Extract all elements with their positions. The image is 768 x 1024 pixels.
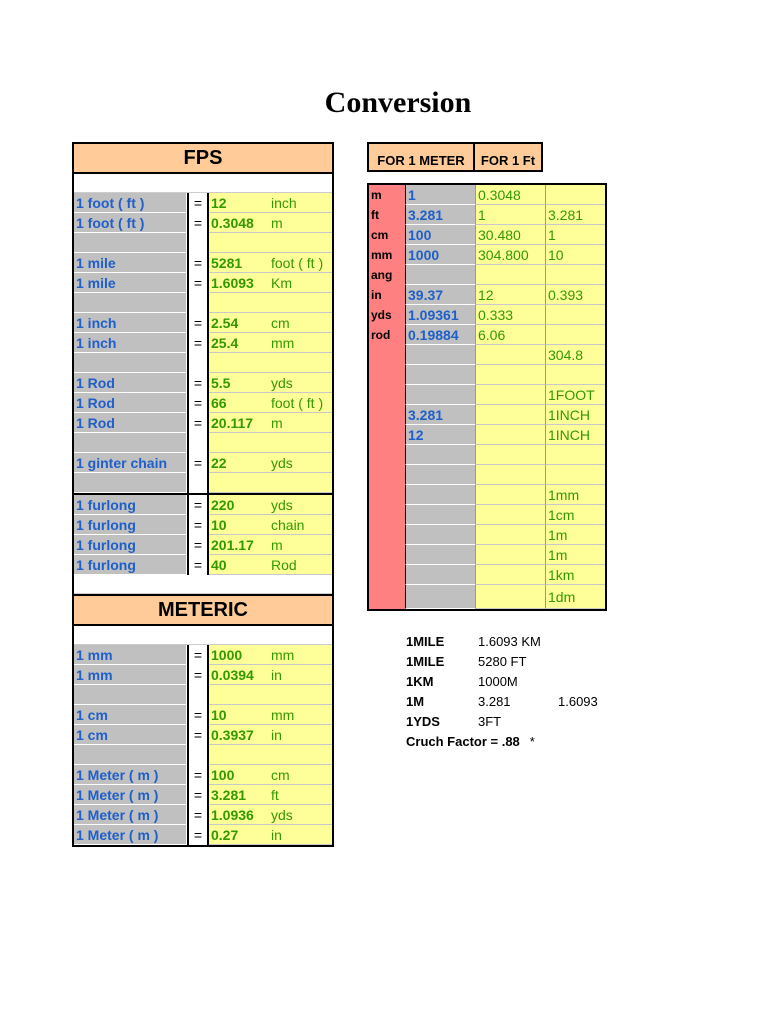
table-row <box>369 245 605 265</box>
row-label: 1 inch <box>74 333 187 353</box>
metric-spacer-row <box>74 626 332 645</box>
meter-value <box>405 545 475 565</box>
table-row <box>74 233 332 253</box>
extra-value <box>545 465 605 485</box>
row-unit: Km <box>269 273 332 293</box>
table-row <box>369 465 605 485</box>
unit-code <box>369 445 405 465</box>
extra-value: 1dm <box>545 585 605 609</box>
row-label: 1 Meter ( m ) <box>74 825 187 845</box>
table-row <box>74 393 332 413</box>
table-row <box>369 545 605 565</box>
meter-value: 0.19884 <box>405 325 475 345</box>
meter-value: 39.37 <box>405 285 475 305</box>
row-label <box>74 473 187 493</box>
table-row <box>74 413 332 433</box>
row-value: 1.0936 <box>209 805 269 825</box>
extra-value <box>545 305 605 325</box>
unit-code: m <box>369 185 405 205</box>
row-label: 1 inch <box>74 313 187 333</box>
fps-spacer-row <box>74 174 332 193</box>
note-row <box>406 652 638 672</box>
row-label: 1 Meter ( m ) <box>74 785 187 805</box>
row-value: 10 <box>209 515 269 535</box>
row-unit: in <box>269 665 332 685</box>
foot-value <box>475 585 545 609</box>
table-row <box>74 535 332 555</box>
extra-value <box>545 265 605 285</box>
unit-code <box>369 525 405 545</box>
foot-value <box>475 525 545 545</box>
equals-sign: = <box>187 453 209 473</box>
row-unit: yds <box>269 495 332 515</box>
meter-value <box>405 485 475 505</box>
table-row <box>74 685 332 705</box>
row-unit: cm <box>269 313 332 333</box>
foot-value <box>475 565 545 585</box>
row-unit: yds <box>269 453 332 473</box>
equals-sign: = <box>187 273 209 293</box>
unit-code <box>369 565 405 585</box>
row-unit: m <box>269 413 332 433</box>
row-label: 1 mm <box>74 665 187 685</box>
note-unit: 1KM <box>406 674 434 689</box>
row-value: 220 <box>209 495 269 515</box>
row-label <box>74 353 187 373</box>
foot-value <box>475 545 545 565</box>
unit-code: yds <box>369 305 405 325</box>
equals-sign: = <box>187 825 209 845</box>
note-unit: 1MILE <box>406 654 445 669</box>
note-equivalent: 1.6093 KM <box>478 634 541 649</box>
meter-value: 1 <box>405 185 475 205</box>
foot-value <box>475 405 545 425</box>
note-row <box>406 632 638 652</box>
foot-value: 0.333 <box>475 305 545 325</box>
row-unit <box>269 233 332 253</box>
extra-value: 1 <box>545 225 605 245</box>
row-value: 12 <box>209 193 269 213</box>
table-row <box>74 493 332 515</box>
table-row <box>369 185 605 205</box>
equals-sign <box>187 433 209 453</box>
extra-value <box>545 185 605 205</box>
row-unit: mm <box>269 645 332 665</box>
row-unit: ft <box>269 785 332 805</box>
row-value: 66 <box>209 393 269 413</box>
equals-sign <box>187 473 209 493</box>
note-extra <box>558 672 638 692</box>
table-row <box>369 365 605 385</box>
foot-value <box>475 385 545 405</box>
row-unit: in <box>269 725 332 745</box>
foot-value <box>475 265 545 285</box>
table-row <box>74 785 332 805</box>
table-row <box>369 225 605 245</box>
meter-value <box>405 565 475 585</box>
equals-sign: = <box>187 213 209 233</box>
unit-code <box>369 385 405 405</box>
unit-code: mm <box>369 245 405 265</box>
equals-sign <box>187 353 209 373</box>
meter-value: 3.281 <box>405 405 475 425</box>
row-label: 1 cm <box>74 705 187 725</box>
table-row <box>74 645 332 665</box>
row-unit: yds <box>269 373 332 393</box>
row-label <box>74 233 187 253</box>
extra-value: 3.281 <box>545 205 605 225</box>
row-unit <box>269 433 332 453</box>
meter-value <box>405 265 475 285</box>
note-equivalent: 1000M <box>478 674 518 689</box>
meter-value: 3.281 <box>405 205 475 225</box>
table-row <box>74 805 332 825</box>
row-unit: mm <box>269 333 332 353</box>
table-row <box>74 353 332 373</box>
equals-sign <box>187 685 209 705</box>
table-row <box>74 765 332 785</box>
unit-code <box>369 365 405 385</box>
table-row <box>369 405 605 425</box>
notes-block <box>406 632 638 752</box>
row-value: 20.117 <box>209 413 269 433</box>
row-unit <box>269 353 332 373</box>
equals-sign: = <box>187 333 209 353</box>
header-for-1-ft: FOR 1 Ft <box>473 142 543 172</box>
row-unit: inch <box>269 193 332 213</box>
table-row <box>369 345 605 365</box>
metric-heading: METERIC <box>74 594 332 626</box>
extra-value: 304.8 <box>545 345 605 365</box>
foot-value <box>475 425 545 445</box>
extra-value: 1mm <box>545 485 605 505</box>
row-unit: foot ( ft ) <box>269 253 332 273</box>
equals-sign: = <box>187 515 209 535</box>
foot-value: 30.480 <box>475 225 545 245</box>
crush-factor-star: * <box>529 734 535 749</box>
row-value: 0.3048 <box>209 213 269 233</box>
row-label: 1 Meter ( m ) <box>74 805 187 825</box>
unit-code: ang <box>369 265 405 285</box>
table-row <box>369 425 605 445</box>
meter-value <box>405 465 475 485</box>
note-extra <box>558 632 638 652</box>
row-label <box>74 685 187 705</box>
row-label: 1 Rod <box>74 413 187 433</box>
row-label: 1 Rod <box>74 393 187 413</box>
note-row <box>406 692 638 712</box>
foot-value <box>475 445 545 465</box>
note-equivalent: 3FT <box>478 714 502 729</box>
crush-factor-text: Cruch Factor = .88 <box>406 734 520 749</box>
extra-value: 0.393 <box>545 285 605 305</box>
note-unit: 1M <box>406 694 425 709</box>
right-rows <box>369 185 605 609</box>
foot-value <box>475 465 545 485</box>
note-rows <box>406 632 638 732</box>
row-value <box>209 233 269 253</box>
table-row <box>74 725 332 745</box>
row-value <box>209 353 269 373</box>
foot-value <box>475 505 545 525</box>
conversion-table-right <box>367 183 607 611</box>
fps-rows <box>74 193 332 575</box>
note-extra: 1.6093 <box>558 694 598 709</box>
table-row <box>74 333 332 353</box>
table-row <box>369 385 605 405</box>
table-row <box>74 373 332 393</box>
table-row <box>74 825 332 845</box>
meter-value <box>405 345 475 365</box>
unit-code <box>369 585 405 609</box>
row-unit: cm <box>269 765 332 785</box>
meter-value <box>405 585 475 609</box>
table-row <box>74 193 332 213</box>
table-row <box>74 253 332 273</box>
row-label: 1 cm <box>74 725 187 745</box>
note-unit: 1YDS <box>406 714 440 729</box>
row-label: 1 ginter chain <box>74 453 187 473</box>
table-row <box>74 473 332 493</box>
row-label: 1 Rod <box>74 373 187 393</box>
row-unit: yds <box>269 805 332 825</box>
row-value: 22 <box>209 453 269 473</box>
unit-code: cm <box>369 225 405 245</box>
row-value: 100 <box>209 765 269 785</box>
row-value: 40 <box>209 555 269 575</box>
row-label: 1 furlong <box>74 555 187 575</box>
equals-sign: = <box>187 765 209 785</box>
extra-value <box>545 365 605 385</box>
row-unit: m <box>269 213 332 233</box>
row-label: 1 mile <box>74 253 187 273</box>
table-row <box>369 485 605 505</box>
meter-value: 100 <box>405 225 475 245</box>
note-extra <box>558 712 638 732</box>
equals-sign: = <box>187 413 209 433</box>
row-unit: in <box>269 825 332 845</box>
table-row <box>369 265 605 285</box>
row-label: 1 foot ( ft ) <box>74 193 187 213</box>
row-unit <box>269 685 332 705</box>
table-row <box>369 325 605 345</box>
row-unit <box>269 745 332 765</box>
row-unit <box>269 473 332 493</box>
row-value: 201.17 <box>209 535 269 555</box>
row-value: 0.27 <box>209 825 269 845</box>
row-value: 5281 <box>209 253 269 273</box>
row-label: 1 furlong <box>74 515 187 535</box>
equals-sign: = <box>187 535 209 555</box>
table-row <box>74 453 332 473</box>
meter-value <box>405 445 475 465</box>
row-label <box>74 293 187 313</box>
extra-value: 1FOOT <box>545 385 605 405</box>
equals-sign: = <box>187 253 209 273</box>
table-row <box>74 745 332 765</box>
extra-value: 1m <box>545 525 605 545</box>
meter-value <box>405 385 475 405</box>
extra-value <box>545 325 605 345</box>
table-row <box>74 293 332 313</box>
foot-value <box>475 345 545 365</box>
table-row <box>369 505 605 525</box>
row-value <box>209 433 269 453</box>
unit-code: in <box>369 285 405 305</box>
row-value <box>209 293 269 313</box>
row-unit: chain <box>269 515 332 535</box>
equals-sign <box>187 233 209 253</box>
table-row <box>369 525 605 545</box>
table-row <box>74 555 332 575</box>
note-equivalent: 3.281 <box>478 694 511 709</box>
table-row <box>74 705 332 725</box>
unit-code <box>369 345 405 365</box>
row-value <box>209 473 269 493</box>
table-row <box>369 305 605 325</box>
foot-value: 304.800 <box>475 245 545 265</box>
header-for-1-meter: FOR 1 METER <box>367 142 475 172</box>
table-row <box>369 205 605 225</box>
foot-value: 1 <box>475 205 545 225</box>
meter-value: 12 <box>405 425 475 445</box>
equals-sign: = <box>187 373 209 393</box>
unit-code: rod <box>369 325 405 345</box>
meter-value: 1000 <box>405 245 475 265</box>
row-label: 1 foot ( ft ) <box>74 213 187 233</box>
equals-sign: = <box>187 193 209 213</box>
foot-value: 12 <box>475 285 545 305</box>
extra-value: 1m <box>545 545 605 565</box>
row-value: 25.4 <box>209 333 269 353</box>
table-row <box>369 285 605 305</box>
row-label: 1 Meter ( m ) <box>74 765 187 785</box>
row-value: 2.54 <box>209 313 269 333</box>
table-row <box>74 665 332 685</box>
row-value: 1.6093 <box>209 273 269 293</box>
table-row <box>74 515 332 535</box>
equals-sign: = <box>187 313 209 333</box>
extra-value: 1INCH <box>545 405 605 425</box>
table-row <box>369 445 605 465</box>
note-extra <box>558 652 638 672</box>
unit-code <box>369 425 405 445</box>
row-value: 5.5 <box>209 373 269 393</box>
unit-code <box>369 485 405 505</box>
equals-sign <box>187 745 209 765</box>
fps-heading: FPS <box>74 144 332 174</box>
table-row <box>74 433 332 453</box>
equals-sign: = <box>187 665 209 685</box>
equals-sign: = <box>187 555 209 575</box>
foot-value: 6.06 <box>475 325 545 345</box>
note-unit: 1MILE <box>406 634 445 649</box>
row-label: 1 furlong <box>74 535 187 555</box>
row-label: 1 mile <box>74 273 187 293</box>
equals-sign: = <box>187 495 209 515</box>
extra-value: 10 <box>545 245 605 265</box>
foot-value <box>475 365 545 385</box>
meter-value <box>405 365 475 385</box>
metric-rows <box>74 645 332 845</box>
note-row <box>406 672 638 692</box>
equals-sign: = <box>187 645 209 665</box>
unit-code <box>369 465 405 485</box>
equals-sign: = <box>187 785 209 805</box>
extra-value <box>545 445 605 465</box>
meter-value <box>405 525 475 545</box>
row-label <box>74 745 187 765</box>
row-unit: Rod <box>269 555 332 575</box>
row-value: 0.0394 <box>209 665 269 685</box>
extra-value: 1INCH <box>545 425 605 445</box>
row-value <box>209 745 269 765</box>
foot-value <box>475 485 545 505</box>
row-value: 0.3937 <box>209 725 269 745</box>
equals-sign: = <box>187 805 209 825</box>
row-unit <box>269 293 332 313</box>
row-unit: foot ( ft ) <box>269 393 332 413</box>
row-label: 1 mm <box>74 645 187 665</box>
meter-value: 1.09361 <box>405 305 475 325</box>
unit-code <box>369 505 405 525</box>
crush-factor <box>406 732 638 752</box>
row-value: 10 <box>209 705 269 725</box>
row-label: 1 furlong <box>74 495 187 515</box>
row-label <box>74 433 187 453</box>
section-gap-row <box>74 575 332 594</box>
equals-sign: = <box>187 393 209 413</box>
equals-sign: = <box>187 725 209 745</box>
equals-sign: = <box>187 705 209 725</box>
foot-value: 0.3048 <box>475 185 545 205</box>
unit-code: ft <box>369 205 405 225</box>
row-value: 3.281 <box>209 785 269 805</box>
row-value: 1000 <box>209 645 269 665</box>
equals-sign <box>187 293 209 313</box>
unit-code <box>369 405 405 425</box>
unit-code <box>369 545 405 565</box>
table-row <box>369 585 605 609</box>
row-value <box>209 685 269 705</box>
row-unit: mm <box>269 705 332 725</box>
table-row <box>74 213 332 233</box>
table-row <box>74 313 332 333</box>
extra-value: 1km <box>545 565 605 585</box>
page-title: Conversion <box>324 86 472 119</box>
note-row <box>406 712 638 732</box>
extra-value: 1cm <box>545 505 605 525</box>
conversion-table-left <box>72 142 334 847</box>
row-unit: m <box>269 535 332 555</box>
table-row <box>369 565 605 585</box>
table-row <box>74 273 332 293</box>
meter-value <box>405 505 475 525</box>
note-equivalent: 5280 FT <box>478 654 527 669</box>
